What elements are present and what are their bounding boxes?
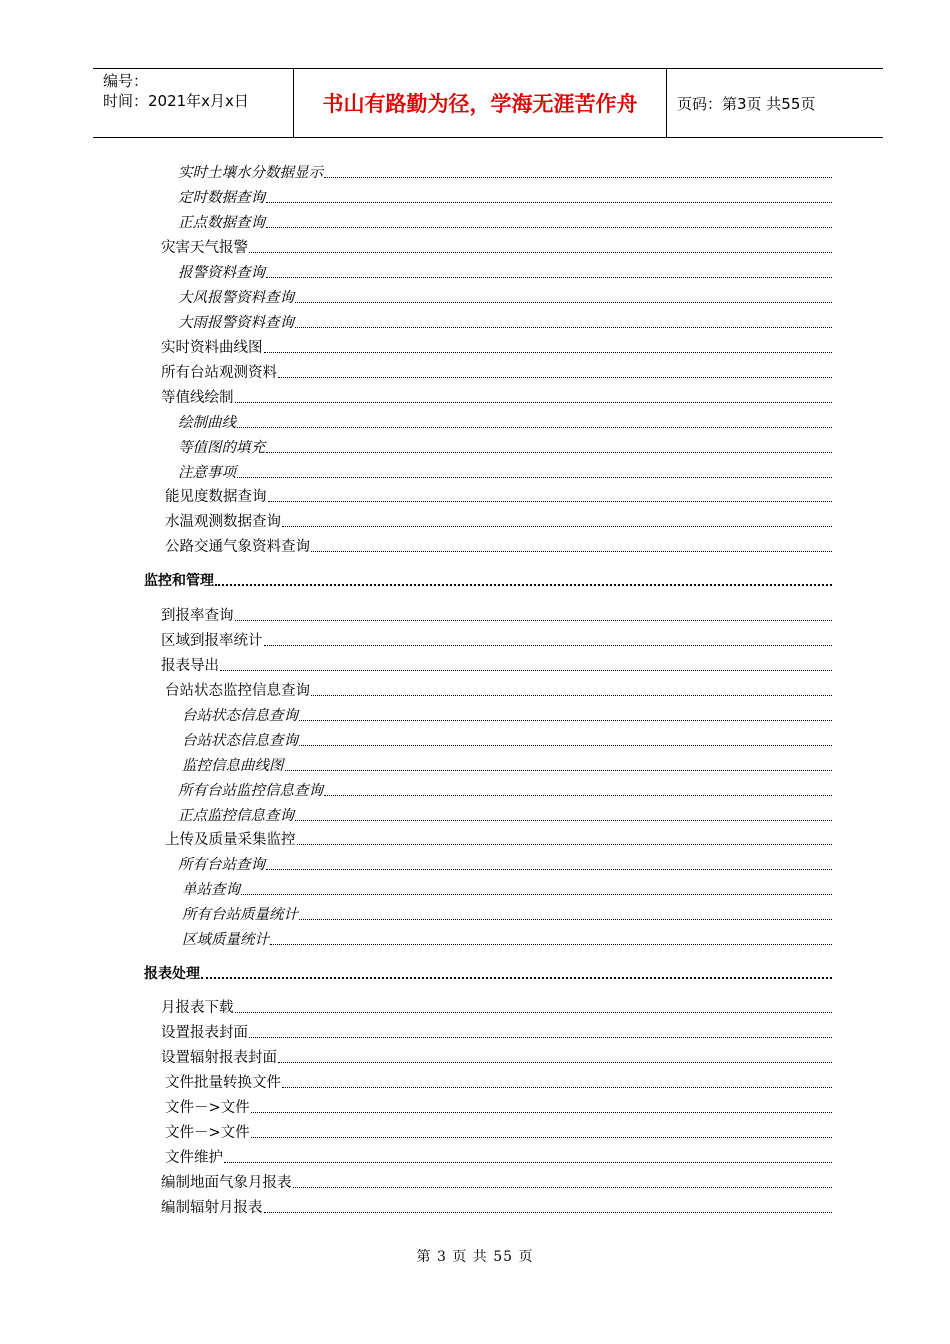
toc-entry-label: 文件－>文件 (165, 1125, 250, 1141)
toc-leader-dots (251, 1136, 832, 1138)
toc-entry[interactable] (161, 603, 832, 625)
toc-entry[interactable] (165, 827, 832, 849)
toc-leader-dots (264, 351, 833, 353)
toc-entry[interactable] (161, 1170, 832, 1192)
toc-leader-dots (282, 525, 832, 527)
toc-entry-label: 台站状态信息查询 (182, 733, 298, 749)
toc-section-label: 监控和管理 (144, 573, 214, 589)
toc-leader-dots (268, 500, 833, 502)
toc-entry[interactable] (165, 534, 832, 556)
toc-entry-label: 绘制曲线 (178, 415, 236, 431)
toc-entry[interactable] (165, 1120, 832, 1142)
page-header (93, 68, 883, 138)
toc-leader-dots (295, 819, 832, 821)
toc-entry[interactable] (178, 185, 832, 207)
toc-leader-dots (235, 619, 833, 621)
toc-entry-label: 实时土壤水分数据显示 (178, 165, 323, 181)
serial-number-label: 编号： (103, 72, 149, 90)
toc-entry[interactable] (182, 753, 832, 775)
toc-entry-label: 设置辐射报表封面 (161, 1050, 277, 1066)
header-page-info: 页码：第3页 共55页 (677, 94, 816, 113)
toc-leader-dots (278, 376, 832, 378)
toc-entry[interactable] (161, 628, 832, 650)
toc-entry-label: 注意事项 (178, 465, 236, 481)
header-meta (93, 69, 294, 137)
toc-entry-label: 所有台站监控信息查询 (178, 783, 323, 799)
toc-leader-dots (266, 201, 832, 203)
toc-entry-label: 文件维护 (165, 1150, 223, 1166)
toc-entry-label: 大雨报警资料查询 (178, 315, 294, 331)
toc-entry-label: 台站状态信息查询 (182, 708, 298, 724)
toc-entry-label: 上传及质量采集监控 (165, 832, 296, 848)
toc-leader-dots (249, 1036, 832, 1038)
toc-entry-label: 文件－>文件 (165, 1100, 250, 1116)
toc-entry-label: 所有台站质量统计 (182, 907, 298, 923)
toc-entry[interactable] (182, 703, 832, 725)
toc-leader-dots (282, 1086, 832, 1088)
toc-leader-dots (266, 451, 832, 453)
toc-entry[interactable] (178, 310, 832, 332)
toc-entry[interactable] (161, 653, 832, 675)
toc-leader-dots (270, 943, 832, 945)
toc-entry[interactable] (182, 927, 832, 949)
toc-leader-dots (311, 550, 832, 552)
toc-leader-dots (266, 226, 832, 228)
toc-entry[interactable] (182, 902, 832, 924)
toc-entry[interactable] (161, 1045, 832, 1067)
toc-entry[interactable] (161, 235, 832, 257)
toc-leader-dots (299, 918, 832, 920)
toc-entry-label: 实时资料曲线图 (161, 340, 263, 356)
toc-entry-label: 到报率查询 (161, 608, 234, 624)
toc-entry-label: 报表导出 (161, 658, 219, 674)
toc-entry-label: 正点监控信息查询 (178, 808, 294, 824)
toc-leader-dots (235, 1011, 833, 1013)
toc-leader-dots (237, 476, 832, 478)
toc-section-label: 报表处理 (144, 966, 200, 982)
toc-entry[interactable] (165, 484, 832, 506)
toc-leader-dots (311, 694, 832, 696)
toc-leader-dots (293, 1186, 833, 1188)
toc-leader-dots (251, 1111, 832, 1113)
toc-entry-label: 编制辐射月报表 (161, 1200, 263, 1216)
time-label: 时间：2021年x月x日 (103, 92, 249, 110)
toc-leader-dots (237, 426, 832, 428)
toc-entry[interactable] (182, 877, 832, 899)
toc-entry[interactable] (161, 1020, 832, 1042)
toc-leader-dots (295, 326, 832, 328)
toc-leader-dots (299, 719, 832, 721)
toc-leader-dots (324, 176, 832, 178)
page-footer: 第 3 页 共 55 页 (416, 1249, 534, 1265)
toc-leader-dots (241, 893, 832, 895)
toc-entry[interactable] (178, 803, 832, 825)
toc-entry[interactable] (178, 260, 832, 282)
toc-section-heading[interactable] (144, 961, 832, 983)
toc-entry[interactable] (178, 460, 832, 482)
toc-leader-dots (285, 769, 833, 771)
toc-entry-label: 所有台站查询 (178, 857, 265, 873)
toc-leader-dots (224, 1161, 832, 1163)
toc-entry-label: 大风报警资料查询 (178, 290, 294, 306)
toc-entry-label: 公路交通气象资料查询 (165, 539, 310, 555)
toc-entry-label: 等值线绘制 (161, 390, 234, 406)
toc-entry-label: 等值图的填充 (178, 440, 265, 456)
toc-leader-dots (266, 868, 832, 870)
toc-entry[interactable] (165, 1095, 832, 1117)
toc-entry[interactable] (165, 509, 832, 531)
toc-entry[interactable] (161, 1195, 832, 1217)
toc-entry[interactable] (161, 335, 832, 357)
toc-entry[interactable] (178, 210, 832, 232)
toc-entry-label: 能见度数据查询 (165, 489, 267, 505)
toc-entry[interactable] (161, 360, 832, 382)
toc-entry-label: 正点数据查询 (178, 215, 265, 231)
toc-entry[interactable] (182, 728, 832, 750)
toc-leader-dots (235, 401, 833, 403)
toc-entry[interactable] (165, 1070, 832, 1092)
toc-leader-dots (249, 251, 832, 253)
toc-entry[interactable] (178, 778, 832, 800)
toc-leader-dots (220, 669, 832, 671)
toc-entry-label: 台站状态监控信息查询 (165, 683, 310, 699)
toc-entry-label: 区域到报率统计 (161, 633, 263, 649)
toc-leader-dots (264, 1211, 833, 1213)
toc-leader-dots (297, 843, 833, 845)
header-motto: 书山有路勤为径，学海无涯苦作舟 (294, 69, 667, 137)
toc-entry-label: 编制地面气象月报表 (161, 1175, 292, 1191)
toc-entry-label: 水温观测数据查询 (165, 514, 281, 530)
toc-entry-label: 区域质量统计 (182, 932, 269, 948)
toc-entry[interactable] (161, 995, 832, 1017)
toc-entry[interactable] (178, 285, 832, 307)
toc-section-heading[interactable] (144, 568, 832, 590)
toc-entry-label: 灾害天气报警 (161, 240, 248, 256)
toc-entry[interactable] (165, 1145, 832, 1167)
toc-entry[interactable] (165, 678, 832, 700)
toc-entry-label: 设置报表封面 (161, 1025, 248, 1041)
toc-leader-dots (278, 1061, 832, 1063)
toc-leader-dots (264, 644, 833, 646)
toc-entry-label: 所有台站观测资料 (161, 365, 277, 381)
toc-leader-dots (201, 976, 832, 979)
toc-entry-label: 月报表下载 (161, 1000, 234, 1016)
toc-leader-dots (266, 276, 832, 278)
toc-entry-label: 监控信息曲线图 (182, 758, 284, 774)
toc-leader-dots (299, 744, 832, 746)
toc-entry-label: 单站查询 (182, 882, 240, 898)
toc-leader-dots (215, 583, 832, 586)
toc-entry-label: 文件批量转换文件 (165, 1075, 281, 1091)
toc-entry[interactable] (161, 385, 832, 407)
toc-leader-dots (295, 301, 832, 303)
toc-entry-label: 报警资料查询 (178, 265, 265, 281)
toc-entry[interactable] (178, 160, 832, 182)
toc-entry-label: 定时数据查询 (178, 190, 265, 206)
toc-entry[interactable] (178, 435, 832, 457)
toc-entry[interactable] (178, 852, 832, 874)
toc-entry[interactable] (178, 410, 832, 432)
toc-leader-dots (324, 794, 832, 796)
